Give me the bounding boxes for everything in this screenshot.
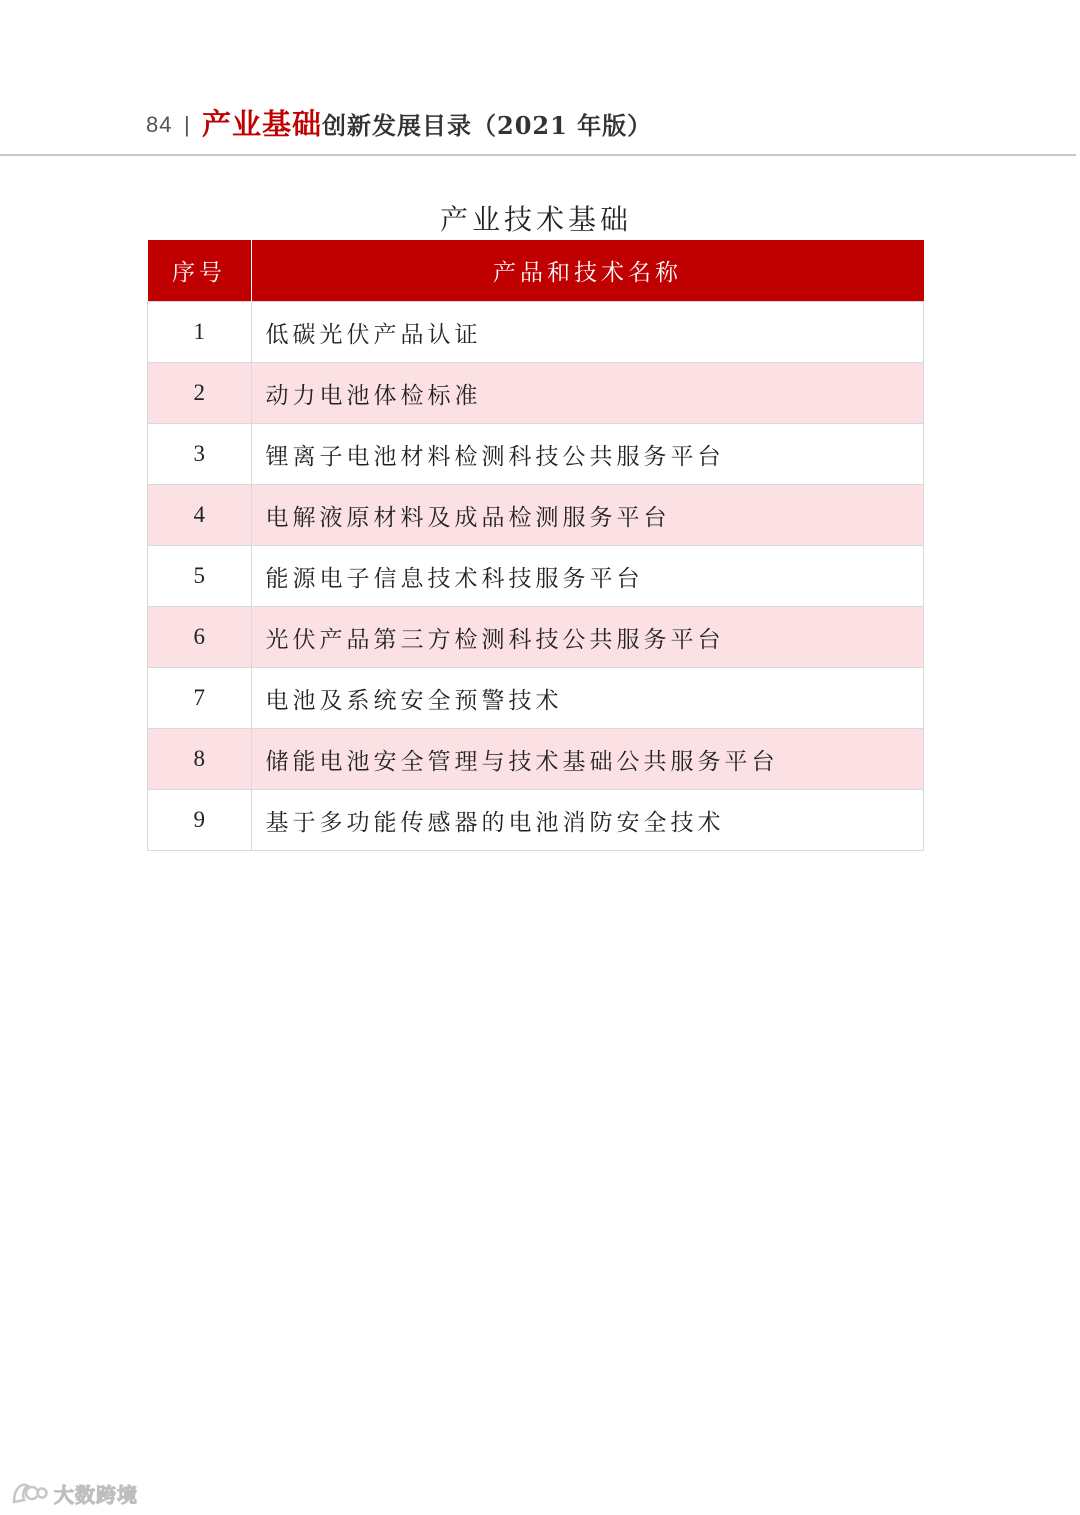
row-name: 光伏产品第三方检测科技公共服务平台 [251,607,924,668]
table-row [148,424,924,485]
row-name: 锂离子电池材料检测科技公共服务平台 [251,424,924,485]
table-row [148,302,924,363]
row-index: 3 [148,424,252,485]
table-row [148,546,924,607]
row-name: 动力电池体检标准 [251,363,924,424]
row-index: 5 [148,546,252,607]
row-name: 能源电子信息技术科技服务平台 [251,546,924,607]
row-index: 2 [148,363,252,424]
book-title-highlight: 产业基础 [202,107,323,141]
row-index: 9 [148,790,252,851]
watermark [10,1478,138,1508]
watermark-text: 大数跨境 [54,1482,138,1507]
book-title [202,102,652,143]
table-row [148,607,924,668]
table-row [148,790,924,851]
row-index: 8 [148,729,252,790]
page-number: 84 [146,112,173,137]
row-index: 4 [148,485,252,546]
row-index: 1 [148,302,252,363]
row-name: 电解液原材料及成品检测服务平台 [251,485,924,546]
book-title-rest: 创新发展目录（2021 年版） [322,111,653,140]
header-separator: | [184,112,190,137]
row-name: 电池及系统安全预警技术 [251,668,924,729]
page-header [0,96,1080,156]
table-row [148,729,924,790]
row-index: 6 [148,607,252,668]
table-header-row [148,240,924,302]
catalog-table [147,240,924,851]
table-row [148,485,924,546]
column-header-name: 产品和技术名称 [251,240,924,302]
section-title: 产业技术基础 [439,203,632,236]
header-rule [0,154,1076,156]
row-name: 储能电池安全管理与技术基础公共服务平台 [251,729,924,790]
table-row [148,363,924,424]
row-index: 7 [148,668,252,729]
table-row [148,668,924,729]
row-name: 低碳光伏产品认证 [251,302,924,363]
column-header-index: 序号 [148,240,252,302]
brand-logo-icon [10,1478,48,1508]
row-name: 基于多功能传感器的电池消防安全技术 [251,790,924,851]
